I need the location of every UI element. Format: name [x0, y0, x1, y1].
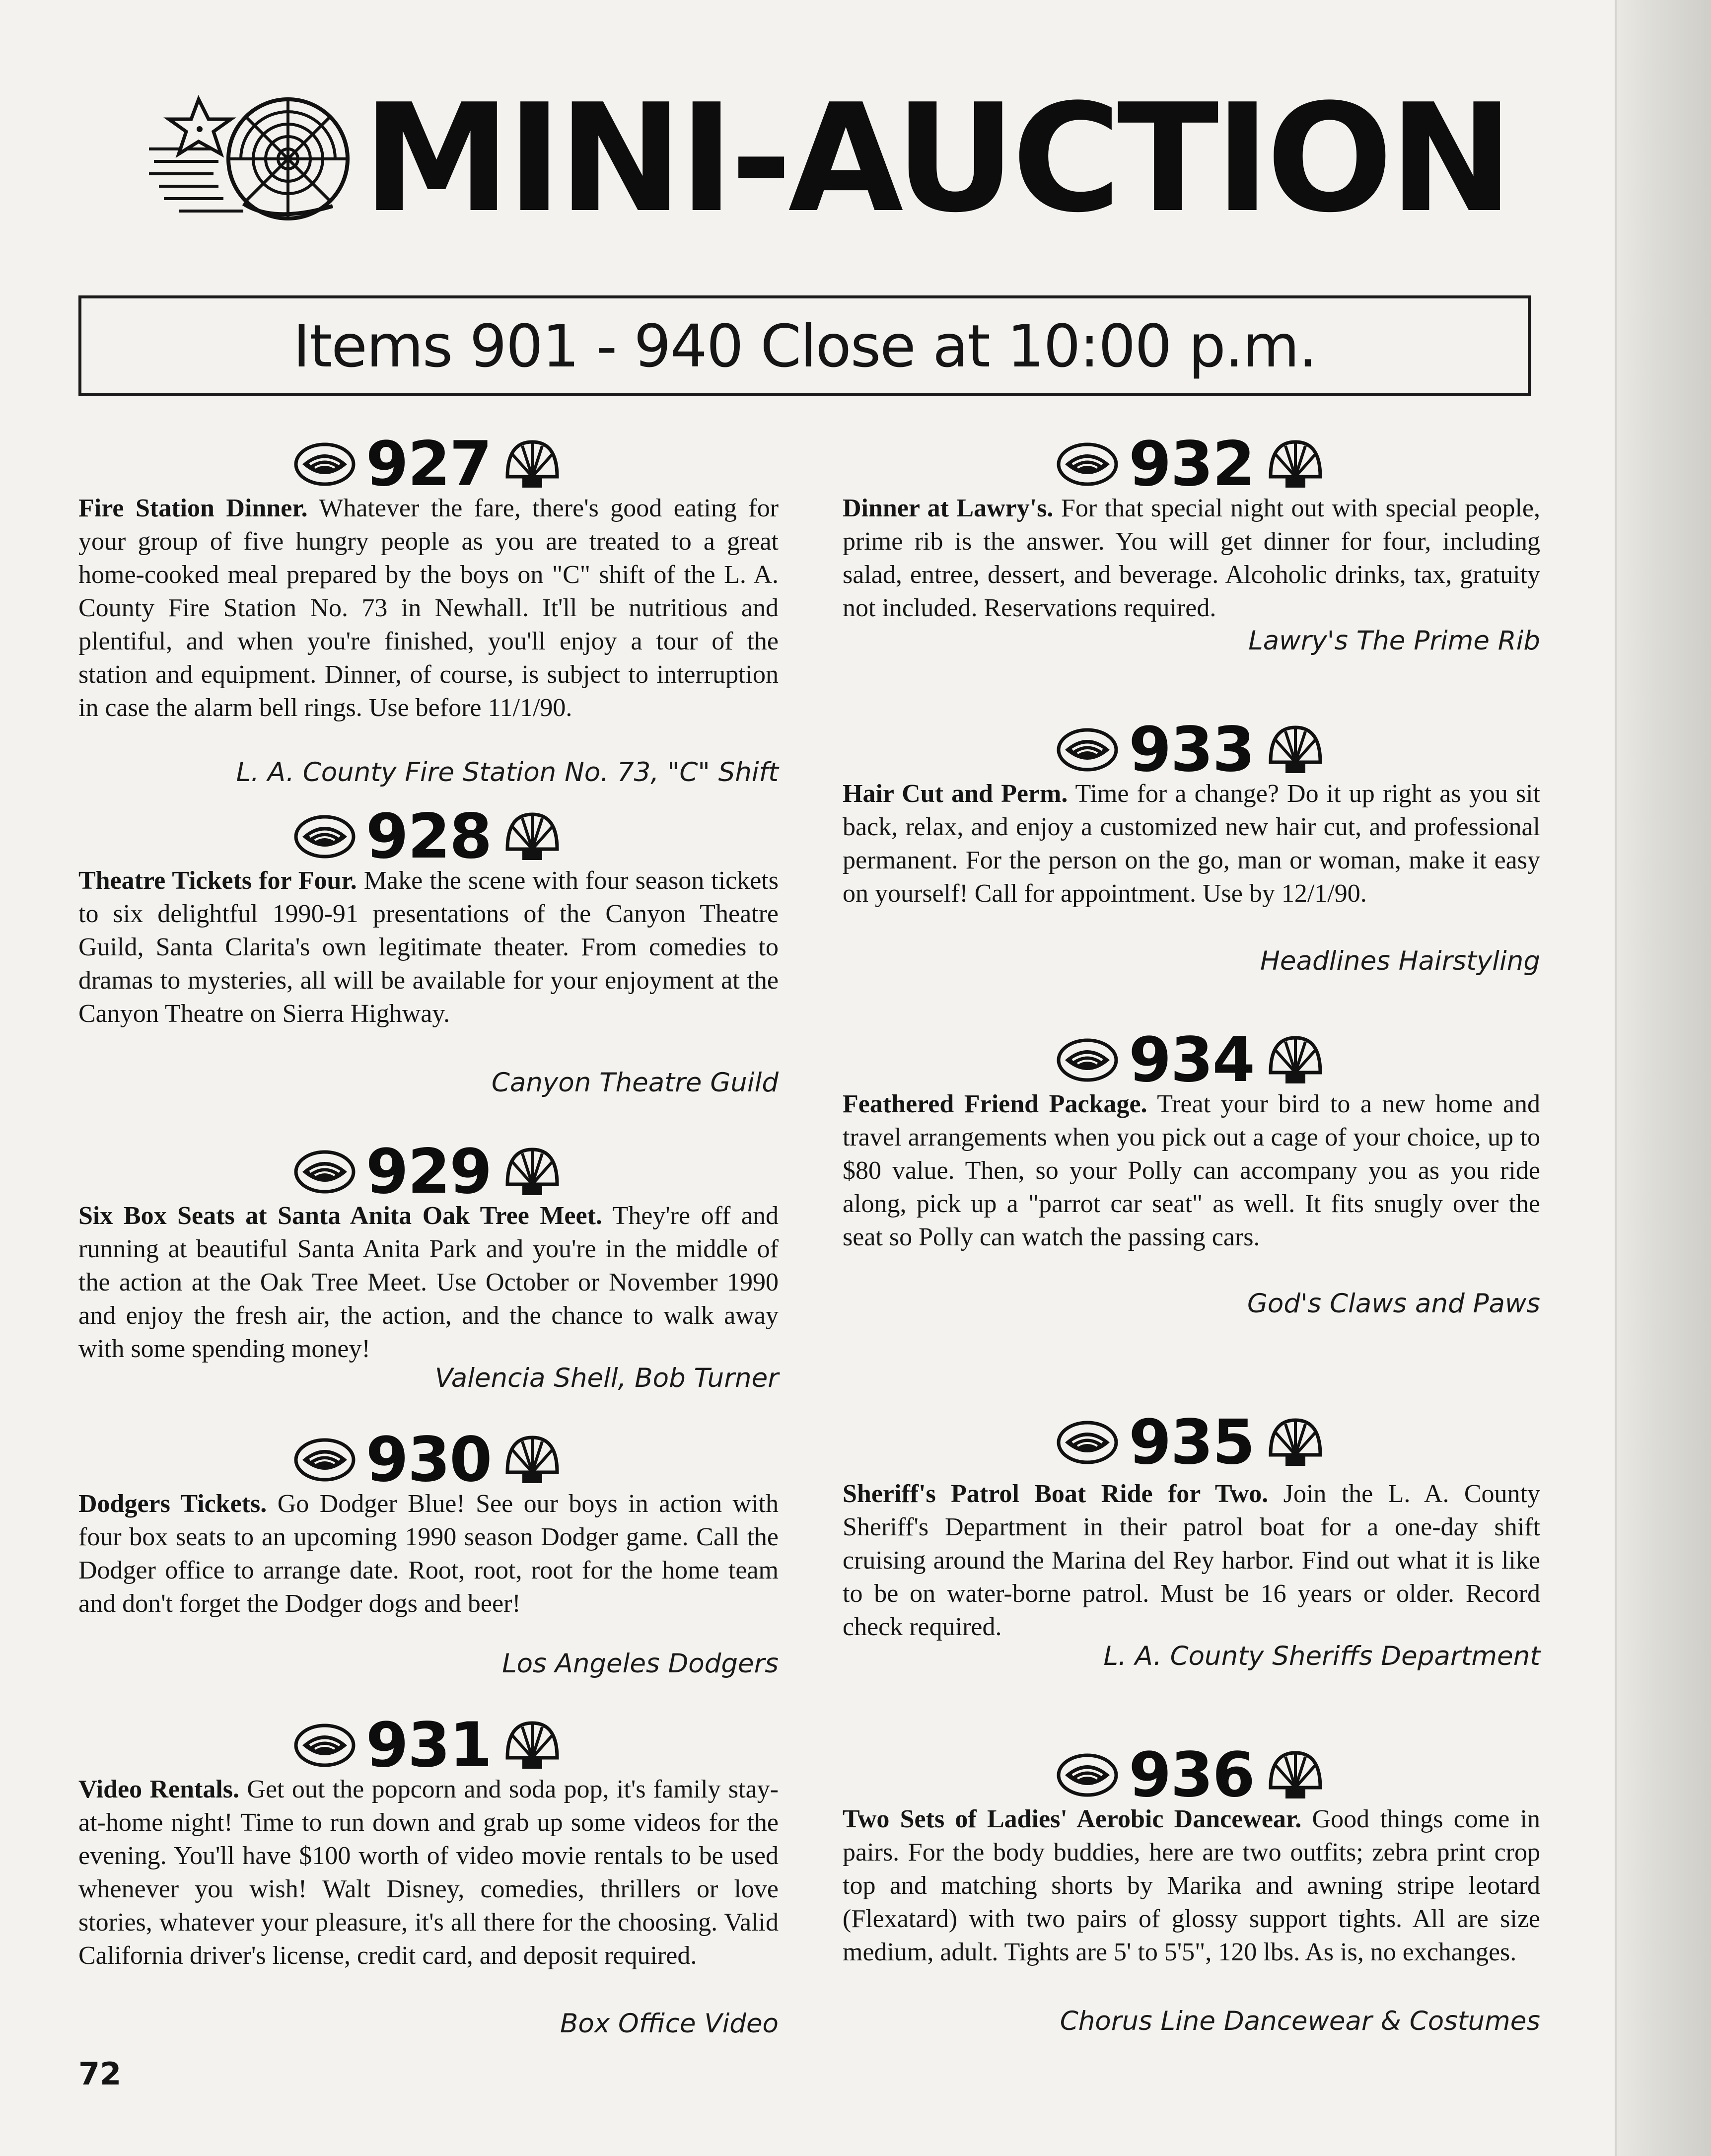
page-edge: [1617, 0, 1711, 2156]
item-number: 927: [365, 429, 492, 500]
item-donor: Lawry's The Prime Rib: [1248, 626, 1540, 656]
item-number-row: [78, 1708, 779, 1783]
seashell-starfish-logo-icon: [144, 79, 353, 228]
item-text: Join the L. A. County Sheriff's Department in their patrol boat for a one-day shift cruising around the Marina del Rey harbor. Find out what it is like to be on water-borne patrol. Must be 16 years or older. Record check required.: [843, 1480, 1540, 1641]
right-shell-icon: [1263, 1415, 1328, 1470]
item-donor: Los Angeles Dodgers: [502, 1649, 779, 1679]
left-shell-icon: [292, 1718, 357, 1773]
item-name: Sheriff's Patrol Boat Ride for Two.: [843, 1480, 1269, 1508]
item-number: 933: [1129, 714, 1254, 786]
right-shell-icon: [500, 1718, 565, 1773]
item-number-row: [843, 427, 1540, 502]
right-shell-icon: [500, 1145, 565, 1199]
item-donor: L. A. County Sheriffs Department: [1103, 1641, 1540, 1671]
item-description: [78, 1487, 779, 1620]
left-shell-icon: [1055, 722, 1120, 777]
item-text: Get out the popcorn and soda pop, it's family stay-at-home night! Time to run down and grab up some videos for the evening. You'll have $100 worth of video movie rentals to be used whenever you wish! Walt Disney, comedies, thrillers or love stories, whatever your pleasure, it's all there for the choosing. Valid California driver's license, credit card, and deposit required.: [78, 1775, 779, 1970]
item-description: [843, 1087, 1540, 1254]
right-shell-icon: [1263, 722, 1328, 777]
item-number: 932: [1129, 429, 1254, 500]
left-shell-icon: [1055, 1415, 1120, 1470]
item-text: They're off and running at beautiful Santa Anita Park and you're in the middle of the action at the Oak Tree Meet. Use October or November 1990 and enjoy the fresh air, the action, and the chance to walk away with some spending money!: [78, 1202, 779, 1363]
item-donor: L. A. County Fire Station No. 73, "C" Shift: [236, 757, 779, 788]
left-shell-icon: [292, 809, 357, 864]
right-shell-icon: [1263, 1033, 1328, 1087]
item-number-row: [843, 713, 1540, 787]
item-name: Theatre Tickets for Four.: [78, 866, 357, 895]
page-title: MINI-AUCTION: [362, 72, 1510, 245]
item-number: 928: [365, 801, 492, 872]
item-description: [78, 1199, 779, 1365]
item-text: Time for a change? Do it up right as you sit back, relax, and enjoy a customized new hair cut, and professional permanent. For the person on the go, man or woman, make it easy on yourself! Call for appointment. Use by 12/1/90.: [843, 780, 1540, 908]
item-number: 931: [365, 1710, 492, 1781]
item-description: [78, 864, 779, 1030]
item-number-row: [78, 1423, 779, 1497]
item-donor: Canyon Theatre Guild: [491, 1068, 779, 1098]
item-donor: Headlines Hairstyling: [1260, 946, 1540, 976]
left-shell-icon: [292, 1433, 357, 1487]
item-name: Two Sets of Ladies' Aerobic Dancewear.: [843, 1805, 1302, 1833]
page-number: 72: [78, 2056, 122, 2092]
right-shell-icon: [500, 437, 565, 492]
page-header: [144, 72, 1510, 245]
left-shell-icon: [292, 1145, 357, 1199]
item-name: Fire Station Dinner.: [78, 494, 308, 522]
item-description: [843, 1477, 1540, 1644]
item-number-row: [843, 1405, 1540, 1480]
item-text: Whatever the fare, there's good eating for your group of five hungry people as you are treated to a great home-cooked meal prepared by the boys on "C" shift of the L. A. County Fire Station No. 73 in Newhall. It'll be nutritious and plentiful, and when you're finished, you'll enjoy a tour of the station and equipment. Dinner, of course, is subject to interruption in case the alarm bell rings. Use before 11/1/90.: [78, 494, 779, 722]
item-number: 934: [1129, 1024, 1254, 1096]
item-number-row: [78, 799, 779, 874]
item-donor: Chorus Line Dancewear & Costumes: [1060, 2006, 1540, 2036]
item-description: [78, 492, 779, 724]
item-number-row: [78, 1135, 779, 1209]
item-name: Hair Cut and Perm.: [843, 780, 1068, 808]
item-number: 930: [365, 1424, 492, 1496]
item-number: 936: [1129, 1739, 1254, 1811]
left-shell-icon: [292, 437, 357, 492]
item-text: Go Dodger Blue! See our boys in action with four box seats to an upcoming 1990 season Dodger game. Call the Dodger office to arrange date. Root, root, root for the home team and don't forget the Dodger dogs and beer!: [78, 1490, 779, 1618]
left-shell-icon: [1055, 1748, 1120, 1802]
right-shell-icon: [500, 1433, 565, 1487]
item-description: [843, 1802, 1540, 1969]
item-text: Good things come in pairs. For the body buddies, here are two outfits; zebra print crop top and matching shorts by Marika and awning stripe leotard (Flexatard) with two pairs of glossy support tights. All are size medium, adult. Tights are 5' to 5'5", 120 lbs. As is, no exchanges.: [843, 1805, 1541, 1966]
right-shell-icon: [500, 809, 565, 864]
item-name: Video Rentals.: [78, 1775, 240, 1803]
item-text: For that special night out with special people, prime rib is the answer. You will get dinner for four, including salad, entree, dessert, and beverage. Alcoholic drinks, tax, gratuity not included. Reservations required.: [843, 494, 1540, 622]
item-name: Feathered Friend Package.: [843, 1090, 1147, 1118]
item-donor: Valencia Shell, Bob Turner: [434, 1363, 779, 1393]
item-name: Dinner at Lawry's.: [843, 494, 1054, 522]
item-text: Make the scene with four season tickets to six delightful 1990-91 presentations of the Canyon Theatre Guild, Santa Clarita's own legitimate theater. From comedies to dramas to mysteries, all will be available for your enjoyment at the Canyon Theatre on Sierra Highway.: [78, 866, 779, 1028]
banner-text: Items 901 - 940 Close at 10:00 p.m.: [293, 311, 1316, 380]
left-shell-icon: [1055, 437, 1120, 492]
closing-time-banner: [78, 295, 1531, 396]
right-shell-icon: [1263, 1748, 1328, 1802]
item-name: Dodgers Tickets.: [78, 1490, 267, 1518]
item-number: 935: [1129, 1407, 1254, 1478]
item-description: [78, 1773, 779, 1972]
item-number-row: [843, 1738, 1540, 1812]
item-name: Six Box Seats at Santa Anita Oak Tree Meet.: [78, 1202, 602, 1230]
item-donor: Box Office Video: [560, 2009, 779, 2039]
left-shell-icon: [1055, 1033, 1120, 1087]
right-shell-icon: [1263, 437, 1328, 492]
item-description: [843, 777, 1540, 910]
item-text: Treat your bird to a new home and travel arrangements when you pick out a cage of your choice, up to $80 value. Then, so your Polly can accompany you as you ride along, pick up a "parrot car seat" as well. It fits snugly over the seat so Polly can watch the passing cars.: [843, 1090, 1540, 1251]
page-edge-line: [1615, 0, 1617, 2156]
item-number-row: [843, 1023, 1540, 1097]
item-description: [843, 492, 1540, 625]
item-donor: God's Claws and Paws: [1247, 1289, 1540, 1319]
item-number: 929: [365, 1136, 492, 1208]
item-number-row: [78, 427, 779, 502]
